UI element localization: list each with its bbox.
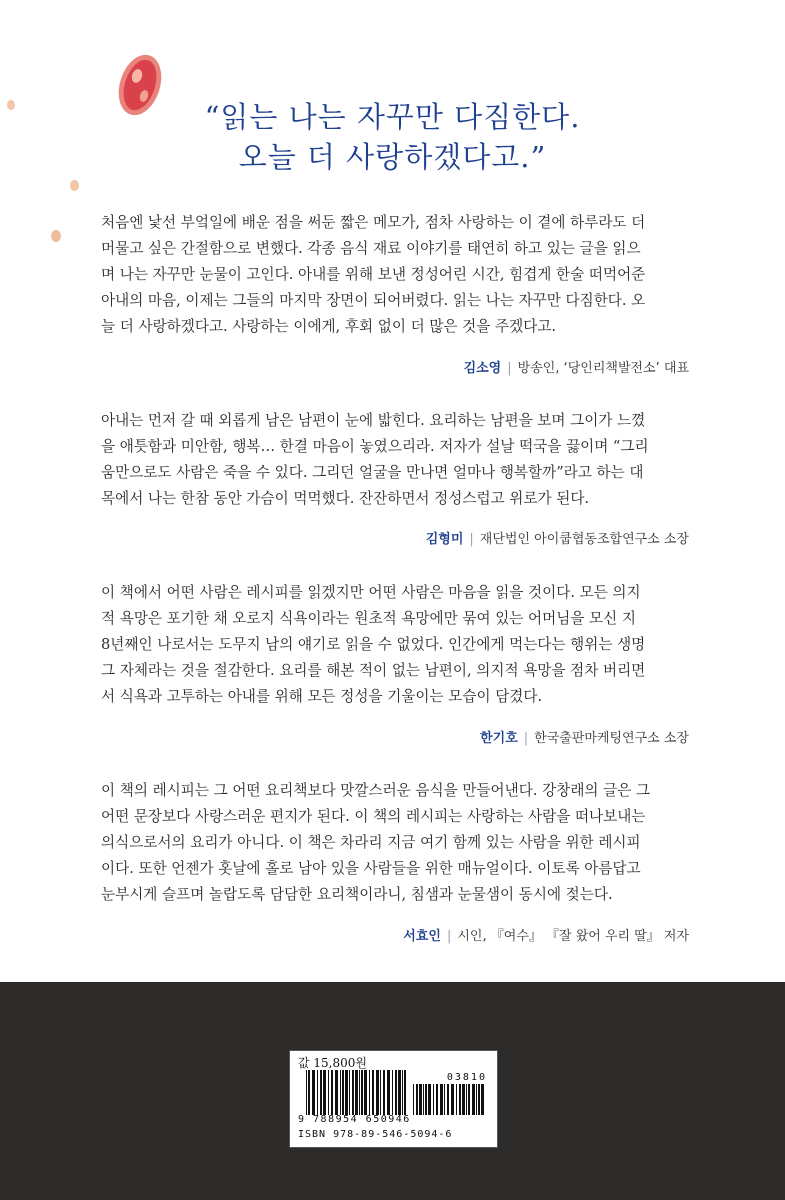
addon-barcode-icon bbox=[413, 1084, 485, 1115]
headline-quote-line1: “읽는 나는 자꾸만 다짐한다. bbox=[204, 100, 581, 134]
headline-quote-line2: 오늘 더 사랑하겠다고.” bbox=[238, 140, 547, 174]
decorative-dot bbox=[70, 180, 79, 191]
price-label: 값 15,800원 bbox=[298, 1056, 367, 1070]
barcode-digits: 9 788954 650946 bbox=[298, 1114, 411, 1125]
barcode-icon bbox=[306, 1070, 410, 1115]
blurb-attribution: 한기호 | 한국출판마케팅연구소 소장 bbox=[480, 731, 689, 746]
author-name: 김소영 bbox=[463, 361, 502, 376]
author-name: 서효인 bbox=[403, 929, 441, 944]
barcode-box bbox=[289, 1050, 498, 1148]
isbn-number: ISBN 978-89-546-5094-6 bbox=[298, 1129, 453, 1140]
blurb-text: 처음엔 낯선 부엌일에 배운 점을 써둔 짧은 메모가, 점차 사랑하는 이 곁에 하루라도 더 머물고 싶은 간절함으로 변했다. 각종 음식 재료 이야기를 태연히 하고 있는 글을 읽으 며 나는 자꾸만 눈물이 고인다. 아내를 위해 보낸 정성어린 시간, 힘겹게 한술 떠먹어준 아내의 마음, 이제는 그들의 마지막 장면이 되어버렸다. 읽는 나는 자꾸만 다짐한다. 오 늘 더 사랑하겠다고. 사랑하는 이에게, 후회 없이 더 많은 것을 주겠다고. bbox=[101, 214, 646, 335]
author-role: 재단법인 아이쿱협동조합연구소 소장 bbox=[479, 532, 689, 547]
author-name: 김형미 bbox=[425, 532, 464, 547]
addon-code: 03810 bbox=[446, 1072, 487, 1083]
blurb-attribution: 김형미 | 재단법인 아이쿱협동조합연구소 소장 bbox=[425, 532, 689, 547]
blurb-attribution: 서효인 | 시인, 『여수』 『잘 왔어 우리 딸』 저자 bbox=[403, 929, 689, 944]
blurb-attribution: 김소영 | 방송인, ‘당인리책발전소’ 대표 bbox=[463, 361, 689, 376]
author-role: 시인, 『여수』 『잘 왔어 우리 딸』 저자 bbox=[457, 929, 689, 944]
author-name: 한기호 bbox=[480, 731, 518, 746]
decorative-dot bbox=[51, 230, 61, 242]
blurb-text: 이 책에서 어떤 사람은 레시피를 읽겠지만 어떤 사람은 마음을 읽을 것이다. 모든 의지 적 욕망은 포기한 채 오로지 식욕이라는 원초적 욕망에만 묶여 있는 어머님을 모신 지 8년째인 나로서는 도무지 남의 얘기로 읽을 수 없었다. 인간에게 먹는다는 행위는 생명 그 자체라는 것을 절감한다. 요리를 해본 적이 없는 남편이, 의지적 욕망을 점차 버리면 서 식욕과 고투하는 아내를 위해 모든 정성을 기울이는 모습이 담겼다. bbox=[101, 584, 646, 705]
blurb-text: 아내는 먼저 갈 때 외롭게 남은 남편이 눈에 밟힌다. 요리하는 남편을 보며 그이가 느꼈 을 애틋함과 미안함, 행복… 한결 마음이 놓였으리라. 저자가 설날 떡국을 끓이며 “그리 움만으로도 사람은 죽을 수 있다. 그리던 얼굴을 만나면 얼마나 행복할까”라고 하는 대 목에서 나는 한참 동안 가슴이 먹먹했다. 잔잔하면서 정성스럽고 위로가 된다. bbox=[101, 412, 649, 507]
author-role: 한국출판마케팅연구소 소장 bbox=[534, 731, 689, 746]
blurb-text: 이 책의 레시피는 그 어떤 요리책보다 맛깔스러운 음식을 만들어낸다. 강창래의 글은 그 어떤 문장보다 사랑스러운 편지가 된다. 이 책의 레시피는 사랑하는 사람을 떠나보내는 의식으로서의 요리가 아니다. 이 책은 차라리 지금 여기 함께 있는 사람을 위한 레시피 이다. 또한 언젠가 홋날에 홀로 남아 있을 사람들을 위한 매뉴얼이다. 이토록 아름답고 눈부시게 슬프며 놀랍도록 담담한 요리책이라니, 침샘과 눈물샘이 동시에 젖는다. bbox=[101, 782, 651, 903]
author-role: 방송인, ‘당인리책발전소’ 대표 bbox=[517, 361, 689, 376]
